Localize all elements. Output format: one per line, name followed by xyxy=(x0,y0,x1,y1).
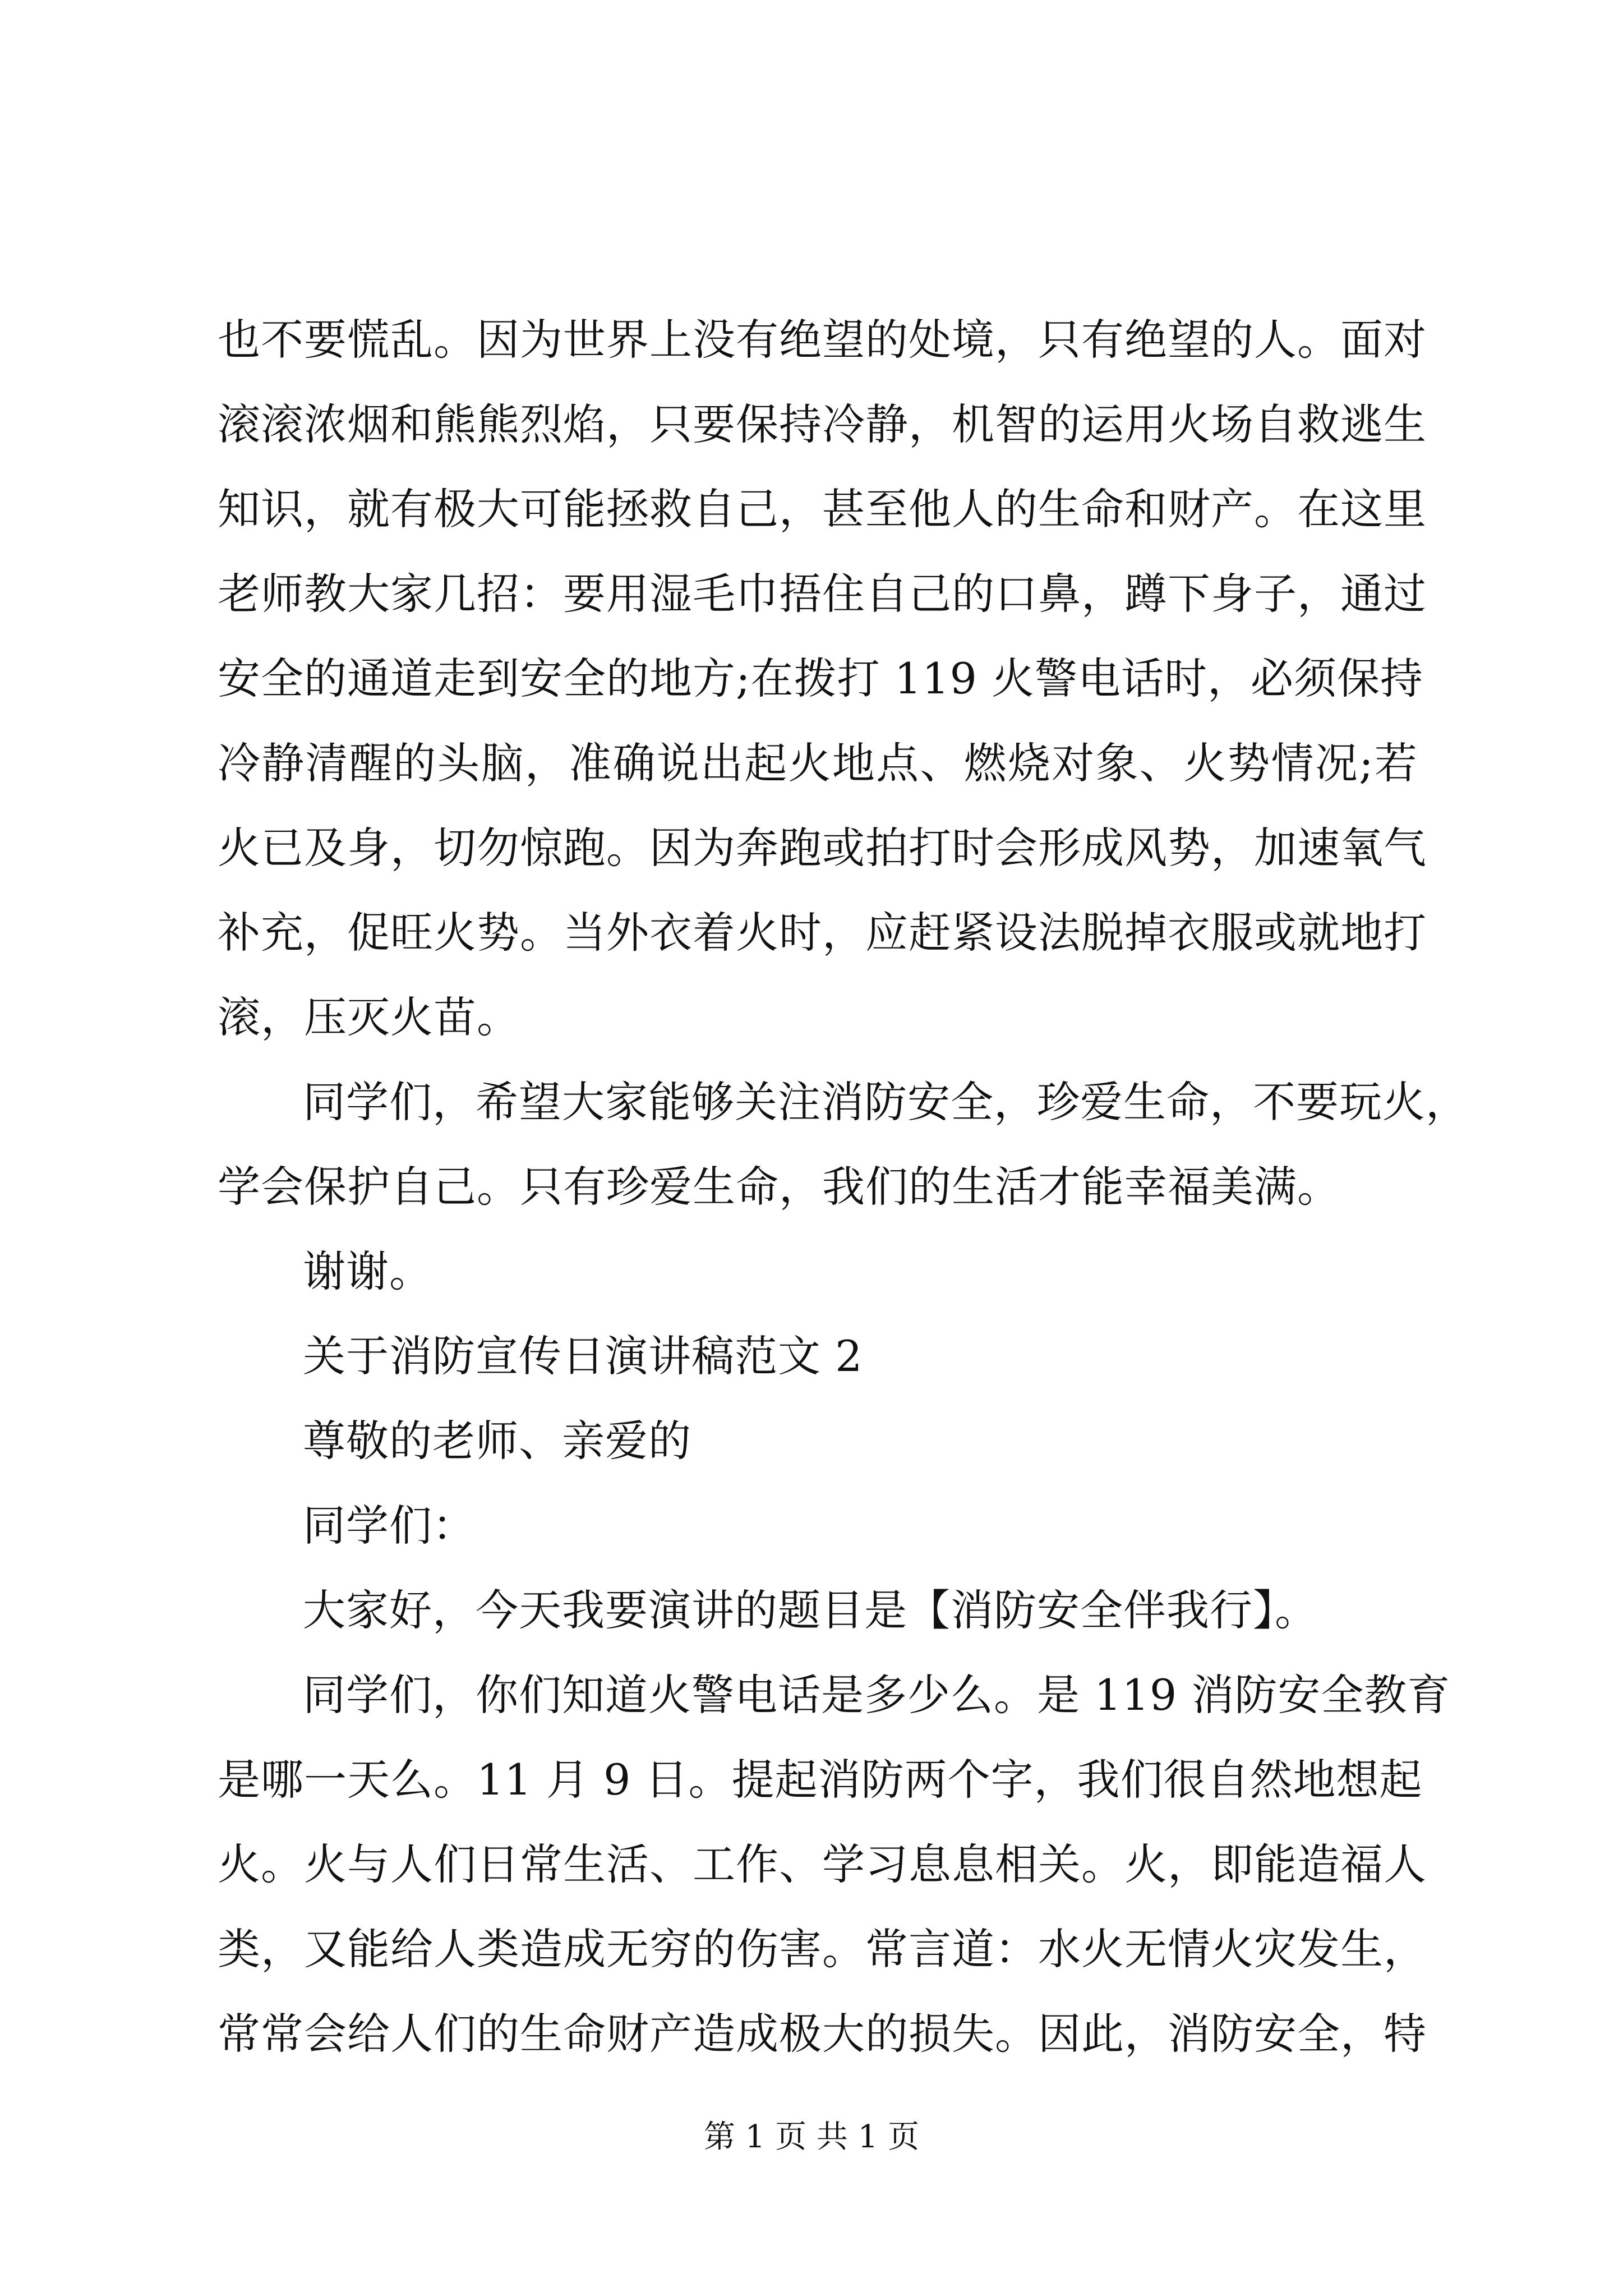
page-footer: 第 1 页 共 1 页 xyxy=(703,2119,920,2155)
text-line: 常常会给人们的生命财产造成极大的损失。因此，消防安全，特 xyxy=(218,2009,1427,2059)
text-line: 同学们，你们知道火警电话是多少么。是 119 消防安全教育 xyxy=(303,1670,1451,1720)
text-line: 火。火与人们日常生活、工作、学习息息相关。火，即能造福人 xyxy=(218,1839,1427,1889)
text-line: 学会保护自己。只有珍爱生命，我们的生活才能幸福美满。 xyxy=(218,1162,1340,1212)
text-line: 冷静清醒的头脑，准确说出起火地点、燃烧对象、火势情况;若 xyxy=(218,738,1418,788)
text-line: 谢谢。 xyxy=(303,1246,432,1296)
text-line: 也不要慌乱。因为世界上没有绝望的处境，只有绝望的人。面对 xyxy=(218,315,1427,365)
text-line: 老师教大家几招：要用湿毛巾捂住自己的口鼻，蹲下身子，通过 xyxy=(218,569,1427,619)
text-line: 滚，压灭火苗。 xyxy=(218,992,520,1042)
document-body xyxy=(218,297,1469,2076)
text-line: 知识，就有极大可能拯救自己，甚至他人的生命和财产。在这里 xyxy=(218,484,1427,534)
text-line: 补充，促旺火势。当外衣着火时，应赶紧设法脱掉衣服或就地打 xyxy=(218,908,1427,958)
text-line: 类，又能给人类造成无穷的伤害。常言道：水火无情火灾发生， xyxy=(218,1924,1427,1974)
text-line: 尊敬的老师、亲爱的 xyxy=(303,1416,691,1466)
text-line: 大家好，今天我要演讲的题目是【消防安全伴我行】。 xyxy=(303,1585,1318,1635)
text-line: 是哪一天么。11 月 9 日。提起消防两个字，我们很自然地想起 xyxy=(218,1755,1423,1805)
text-line: 同学们： xyxy=(303,1501,476,1550)
text-line: 同学们，希望大家能够关注消防安全，珍爱生命，不要玩火， xyxy=(303,1077,1469,1127)
text-line: 安全的通道走到安全的地方;在拨打 119 火警电话时，必须保持 xyxy=(218,654,1423,703)
section-heading: 关于消防宣传日演讲稿范文 2 xyxy=(303,1331,863,1381)
text-line: 火已及身，切勿惊跑。因为奔跑或拍打时会形成风势，加速氧气 xyxy=(218,823,1427,873)
text-line: 滚滚浓烟和熊熊烈焰，只要保持冷静，机智的运用火场自救逃生 xyxy=(218,399,1427,449)
